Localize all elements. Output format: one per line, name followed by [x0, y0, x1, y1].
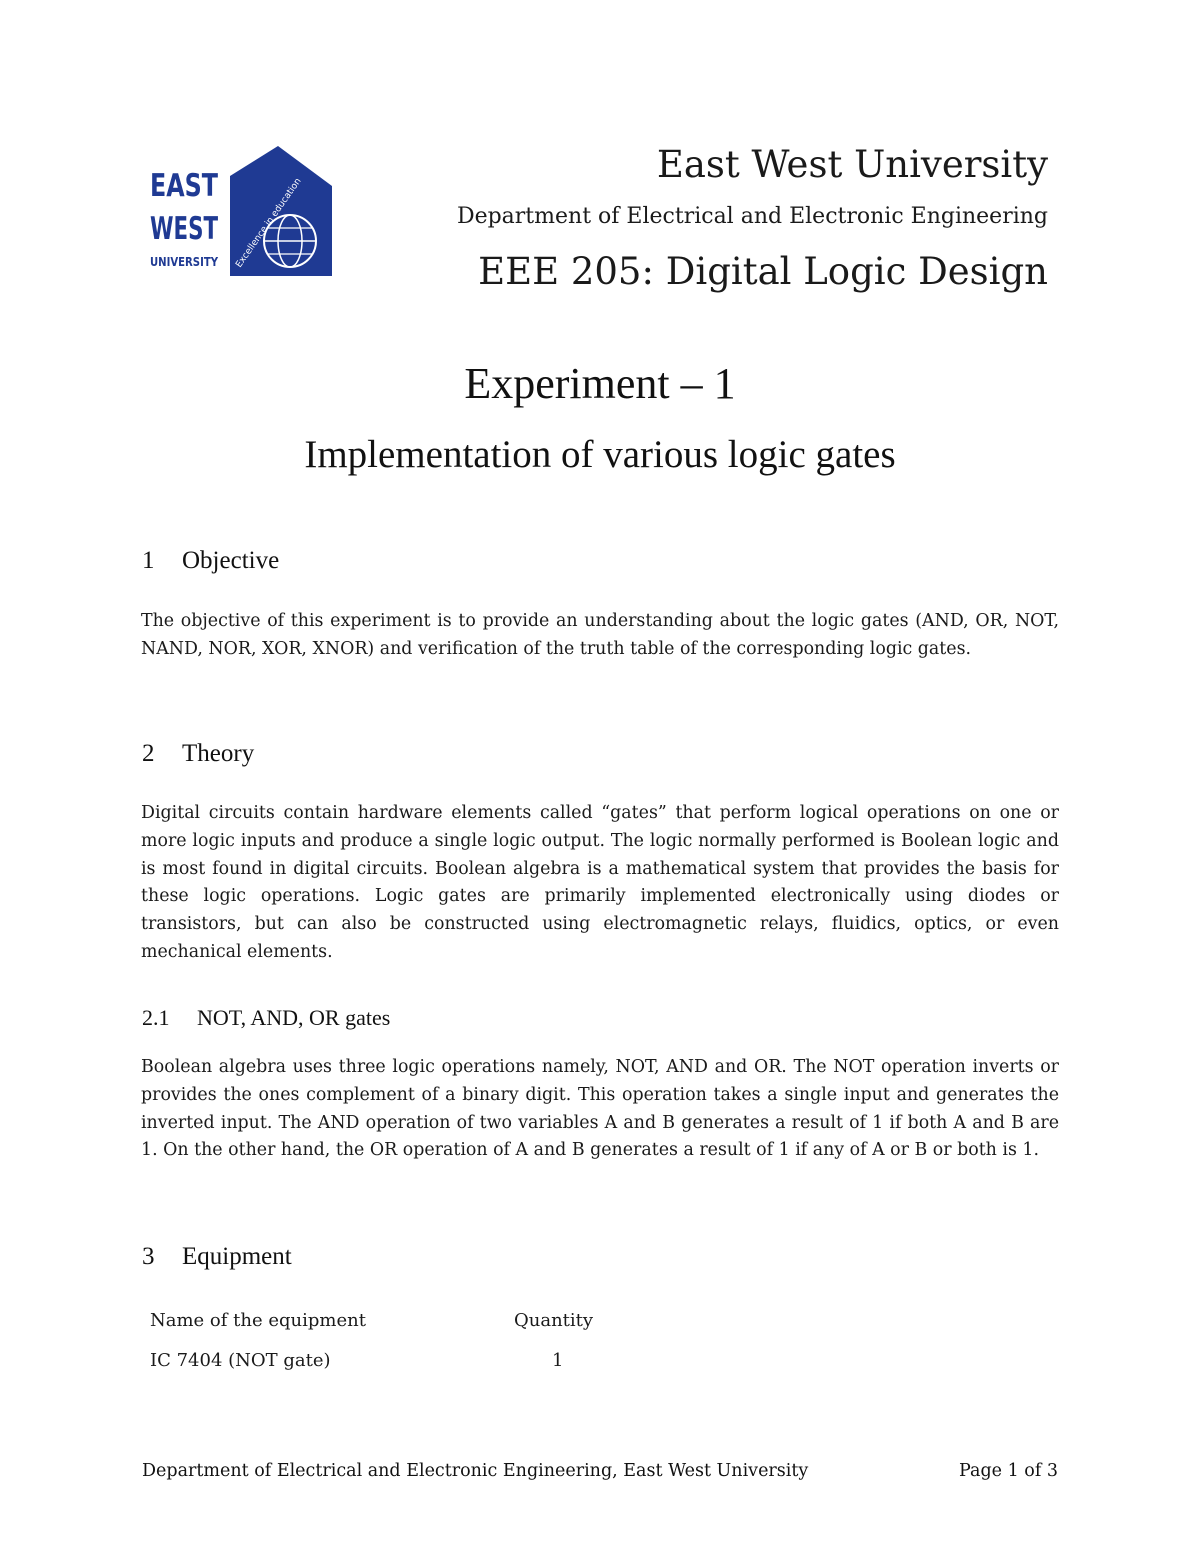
section-title: Theory: [182, 740, 255, 767]
equipment-row-quantity: 1: [552, 1350, 564, 1371]
section-heading-theory: [142, 740, 254, 768]
page-number: Page 1 of 3: [959, 1461, 1058, 1481]
section-title: Objective: [182, 547, 280, 574]
section-number: 2: [142, 740, 155, 767]
svg-text:EAST: EAST: [150, 168, 218, 204]
equipment-column-name: Name of the equipment: [150, 1310, 366, 1331]
course-title: EEE 205: Digital Logic Design: [478, 250, 1048, 293]
section-heading-equipment: [142, 1243, 292, 1271]
section-heading-objective: [142, 547, 279, 575]
section-title: NOT, AND, OR gates: [197, 1005, 391, 1030]
objective-paragraph: The objective of this experiment is to provide an understanding about the logic gates (AND, OR, NOT, NAND, NOR, XOR, XNOR) and verification of the truth table of the corresponding logic gates.: [141, 611, 1059, 659]
svg-text:Excellence in education: Excellence in education: [234, 176, 304, 270]
equipment-column-quantity: Quantity: [514, 1310, 594, 1331]
section-number: 2.1: [142, 1005, 170, 1030]
section-number: 1: [142, 547, 155, 574]
section-number: 3: [142, 1243, 155, 1270]
svg-text:WEST: WEST: [150, 211, 218, 247]
footer-department: Department of Electrical and Electronic Engineering, East West University: [142, 1461, 809, 1481]
section-title: Equipment: [182, 1243, 292, 1270]
subsection-heading-gates: [142, 1005, 390, 1031]
department-name: Department of Electrical and Electronic Engineering: [456, 204, 1048, 229]
gates-paragraph: Boolean algebra uses three logic operations namely, NOT, AND and OR. The NOT operation inverts or provides the ones complement of a binary digit. This operation takes a single input and generates the inverted input. The AND operation of two variables A and B generates a result of 1 if both A and B are 1. On the other hand, the OR operation of A and B generates a result of 1 if any of A or B or both is 1.: [141, 1057, 1059, 1161]
theory-paragraph: Digital circuits contain hardware elements called “gates” that perform logical operations on one or more logic inputs and produce a single logic output. The logic normally performed is Boolean logic and is most found in digital circuits. Boolean algebra is a mathematical system that provides the basis for these logic operations. Logic gates are primarily implemented electronically using diodes or transistors, but can also be constructed using electromagnetic relays, fluidics, optics, or even mechanical elements.: [141, 803, 1059, 962]
experiment-title: Experiment – 1: [464, 359, 736, 408]
svg-text:UNIVERSITY: UNIVERSITY: [150, 255, 219, 269]
university-name: East West University: [656, 143, 1048, 186]
university-logo: [148, 146, 332, 276]
experiment-subtitle: Implementation of various logic gates: [304, 433, 896, 476]
equipment-row-name: IC 7404 (NOT gate): [150, 1350, 331, 1371]
